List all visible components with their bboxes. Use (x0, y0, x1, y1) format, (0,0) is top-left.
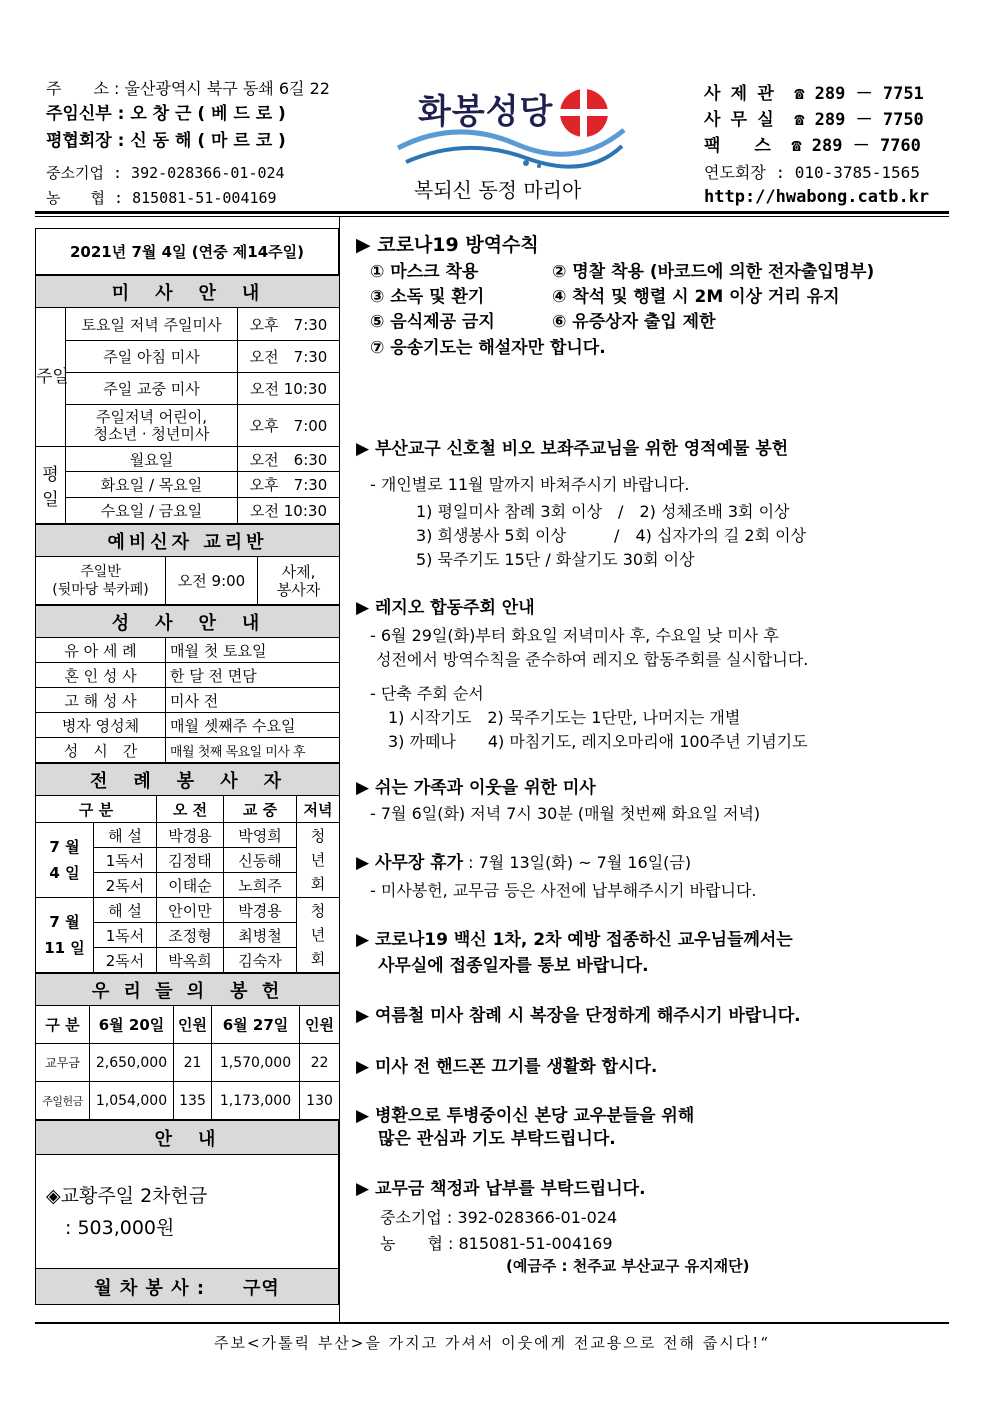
covid-title: ▶ 코로나19 방역수칙 (356, 234, 539, 256)
sacrament-when: 한 달 전 면담 (166, 663, 340, 688)
sacrament-name: 병자 영성체 (36, 713, 166, 738)
sunday-label: 주일 (36, 308, 66, 447)
weekday-label: 평일 (36, 447, 66, 524)
mass-name: 화요일 / 목요일 (66, 472, 238, 498)
council-line: 평협회장 : 신 동 해 ( 마 르 코 ) (46, 131, 286, 151)
notice-line: ◈교황주일 2차헌금 (46, 1184, 208, 1207)
covid-rule: ⑥ 유증상자 출입 제한 (552, 312, 716, 332)
catechumen-teacher: 사제, 봉사자 (258, 557, 340, 605)
server-mid: 최병철 (224, 923, 297, 948)
notice-title: 안 내 (36, 1121, 339, 1155)
server-role: 1독서 (94, 848, 157, 873)
mass-name: 토요일 저녁 주일미사 (66, 308, 238, 341)
section-line: 사무실에 접종일자를 통보 바랍니다. (378, 956, 649, 976)
notice-line: : 503,000원 (46, 1216, 175, 1239)
mass-name: 수요일 / 금요일 (66, 498, 238, 524)
server-role: 2독서 (94, 873, 157, 898)
phone-office: 사 무 실 ☎ 289 － 7750 (704, 110, 924, 130)
section-title: ▶ 미사 전 핸드폰 끄기를 생활화 합시다. (356, 1057, 658, 1077)
offering-label: 주일헌금 (36, 1082, 90, 1120)
section-title: ▶ 쉬는 가족과 이웃을 위한 미사 (356, 778, 596, 798)
sacrament-title: 성 사 안 내 (36, 606, 340, 638)
bank-line: 중소기업 : 392-028366-01-024 (380, 1208, 618, 1227)
offering-label: 교무금 (36, 1044, 90, 1082)
server-am: 조정형 (157, 923, 224, 948)
offering-count: 21 (174, 1044, 212, 1082)
server-date: 7 월 4 일 (36, 823, 94, 898)
offering-count: 135 (174, 1082, 212, 1120)
notice-body (36, 1155, 339, 1269)
mass-name: 주일 교중 미사 (66, 373, 238, 405)
mass-table (35, 275, 340, 524)
bottom-rule (35, 1322, 949, 1324)
offering-amount: 2,650,000 (90, 1044, 174, 1082)
section-line: 1) 시작기도 2) 묵주기도는 1단만, 나머지는 개별 (388, 708, 741, 727)
footer-text: 주보<가톨릭 부산>을 가지고 가셔서 이웃에게 전교용으로 전해 줍시다!“ (214, 1334, 770, 1352)
left-column (35, 228, 339, 1305)
mass-time: 오후 7:30 (238, 472, 340, 498)
section-title: ▶ 코로나19 백신 1차, 2차 예방 접종하신 교우님들께서는 (356, 930, 793, 950)
section-line: 1) 평일미사 참례 3회 이상 / 2) 성체조배 3회 이상 (416, 502, 790, 521)
covid-rule: ⑦ 응송기도는 해설자만 합니다. (370, 338, 606, 358)
column-divider (339, 217, 340, 1324)
servers-head: 구 분 (36, 796, 157, 823)
church-patron: 복되신 동정 마리아 (414, 178, 582, 202)
mass-time: 오전 10:30 (238, 373, 340, 405)
server-am: 박옥희 (157, 948, 224, 973)
covid-rule: ② 명찰 착용 (바코드에 의한 전자출입명부) (552, 262, 875, 282)
section-line: - 개인별로 11월 말까지 바쳐주시기 바랍니다. (370, 475, 690, 494)
mass-time: 오후 7:00 (238, 405, 340, 447)
section-title: ▶ 병환으로 투병중이신 본당 교우분들을 위해 (356, 1106, 695, 1126)
servers-title: 전 례 봉 사 자 (36, 764, 340, 796)
server-evening: 청 년 회 (297, 898, 340, 973)
server-am: 박경용 (157, 823, 224, 848)
mass-name: 월요일 (66, 447, 238, 472)
offering-amount: 1,054,000 (90, 1082, 174, 1120)
mass-time: 오후 7:30 (238, 308, 340, 341)
address-line: 주 소 : 울산광역시 북구 동쇄 6길 22 (46, 79, 330, 98)
section-title: ▶ 사무장 휴가 : 7월 13일(화) ~ 7월 16일(금) (356, 853, 692, 873)
mass-title: 미 사 안 내 (36, 276, 340, 308)
server-mid: 노희주 (224, 873, 297, 898)
header-rule-thin (35, 216, 949, 217)
sacrament-when: 매월 첫째 목요일 미사 후 (166, 738, 340, 763)
section-line: - 6월 29일(화)부터 화요일 저녁미사 후, 수요일 낮 미사 후 (370, 626, 779, 645)
offering-count: 22 (300, 1044, 340, 1082)
section-line: 3) 까떼나 4) 마침기도, 레지오마리애 100주년 기념기도 (388, 732, 808, 751)
covid-rule: ① 마스크 착용 (370, 262, 479, 282)
catechumen-table (35, 524, 340, 605)
mass-time: 오전 7:30 (238, 341, 340, 373)
notice-table (35, 1120, 339, 1305)
server-role: 1독서 (94, 923, 157, 948)
server-am: 이태순 (157, 873, 224, 898)
section-title: ▶ 여름철 미사 참례 시 복장을 단정하게 해주시기 바랍니다. (356, 1006, 801, 1026)
sacrament-when: 매월 첫 토요일 (166, 638, 340, 663)
server-mid: 박경용 (224, 898, 297, 923)
account-holder: (예금주 : 천주교 부산교구 유지재단) (506, 1257, 750, 1275)
covid-rule: ⑤ 음식제공 금지 (370, 312, 495, 332)
sacrament-name: 성 시 간 (36, 738, 166, 763)
date-table (35, 228, 339, 275)
servers-table (35, 763, 340, 973)
server-mid: 김숙자 (224, 948, 297, 973)
sacrament-name: 유 아 세 례 (36, 638, 166, 663)
header-rule (35, 211, 949, 214)
server-am: 안이만 (157, 898, 224, 923)
sacrament-name: 혼 인 성 사 (36, 663, 166, 688)
offering-head: 6월 20일 (90, 1006, 174, 1044)
server-mid: 신동해 (224, 848, 297, 873)
offering-title: 우 리 들 의 봉 헌 (36, 974, 340, 1006)
covid-rule: ③ 소독 및 환기 (370, 287, 485, 307)
header-bank1: 중소기업 : 392-028366-01-024 (46, 164, 285, 182)
section-line: 많은 관심과 기도 부탁드립니다. (378, 1129, 616, 1149)
church-logo (396, 78, 626, 172)
catechumen-class: 주일반 (뒷마당 북카페) (36, 557, 166, 605)
servers-head: 저녁 (297, 796, 340, 823)
section-line: - 미사봉헌, 교무금 등은 사전에 납부해주시기 바랍니다. (370, 881, 757, 900)
sacrament-name: 고 해 성 사 (36, 688, 166, 713)
server-am: 김정태 (157, 848, 224, 873)
offering-head: 6월 27일 (212, 1006, 300, 1044)
mass-time: 오전 6:30 (238, 447, 340, 472)
offering-count: 130 (300, 1082, 340, 1120)
church-name: 화봉성당 (418, 92, 554, 132)
server-date: 7 월 11 일 (36, 898, 94, 973)
offering-head: 구 분 (36, 1006, 90, 1044)
website-link[interactable]: http://hwabong.catb.kr (704, 187, 930, 207)
section-line: - 단축 주회 순서 (370, 684, 484, 703)
mass-time: 오전 10:30 (238, 498, 340, 524)
section-line: 성전에서 방역수칙을 준수하여 레지오 합동주회를 실시합니다. (376, 650, 809, 669)
section-title: ▶ 부산교구 신호철 비오 보좌주교님을 위한 영적예물 봉헌 (356, 439, 789, 459)
sacrament-table (35, 605, 340, 763)
server-role: 해 설 (94, 898, 157, 923)
catechumen-title: 예비신자 교리반 (36, 525, 340, 557)
covid-rule: ④ 착석 및 행렬 시 2M 이상 거리 유지 (552, 287, 840, 307)
catechumen-time: 오전 9:00 (166, 557, 258, 605)
yeondo-phone: 연도회장 : 010-3785-1565 (704, 163, 920, 182)
offering-head: 인원 (174, 1006, 212, 1044)
bulletin-date: 2021년 7월 4일 (연중 제14주일) (36, 229, 339, 275)
phone-rectory: 사 제 관 ☎ 289 － 7751 (704, 84, 924, 104)
server-role: 해 설 (94, 823, 157, 848)
mass-name: 주일 아침 미사 (66, 341, 238, 373)
section-line: - 7월 6일(화) 저녁 7시 30분 (매월 첫번째 화요일 저녁) (370, 804, 761, 823)
section-title: ▶ 교무금 책정과 납부를 부탁드립니다. (356, 1179, 646, 1199)
offering-amount: 1,570,000 (212, 1044, 300, 1082)
servers-head: 오 전 (157, 796, 224, 823)
server-mid: 박영희 (224, 823, 297, 848)
section-title: ▶ 레지오 합동주회 안내 (356, 598, 535, 618)
offering-amount: 1,173,000 (212, 1082, 300, 1120)
offering-table (35, 973, 340, 1120)
header-bank2: 농 협 : 815081-51-004169 (46, 189, 277, 207)
sacrament-when: 매월 셋째주 수요일 (166, 713, 340, 738)
section-line: 5) 묵주기도 15단 / 화살기도 30회 이상 (416, 550, 695, 569)
servers-head: 교 중 (224, 796, 297, 823)
section-line: 3) 희생봉사 5회 이상 / 4) 십자가의 길 2회 이상 (416, 526, 807, 545)
mass-name: 주일저녁 어린이, 청소년 · 청년미사 (66, 405, 238, 447)
server-role: 2독서 (94, 948, 157, 973)
server-evening: 청 년 회 (297, 823, 340, 898)
fax-number: 팩 스 ☎ 289 － 7760 (704, 136, 921, 156)
pastor-line: 주임신부 : 오 창 근 ( 베 드 로 ) (46, 104, 286, 124)
sacrament-when: 미사 전 (166, 688, 340, 713)
offering-head: 인원 (300, 1006, 340, 1044)
monthly-service: 월 차 봉 사 : 구역 (36, 1269, 339, 1305)
bank-line: 농 협 : 815081-51-004169 (380, 1234, 613, 1253)
